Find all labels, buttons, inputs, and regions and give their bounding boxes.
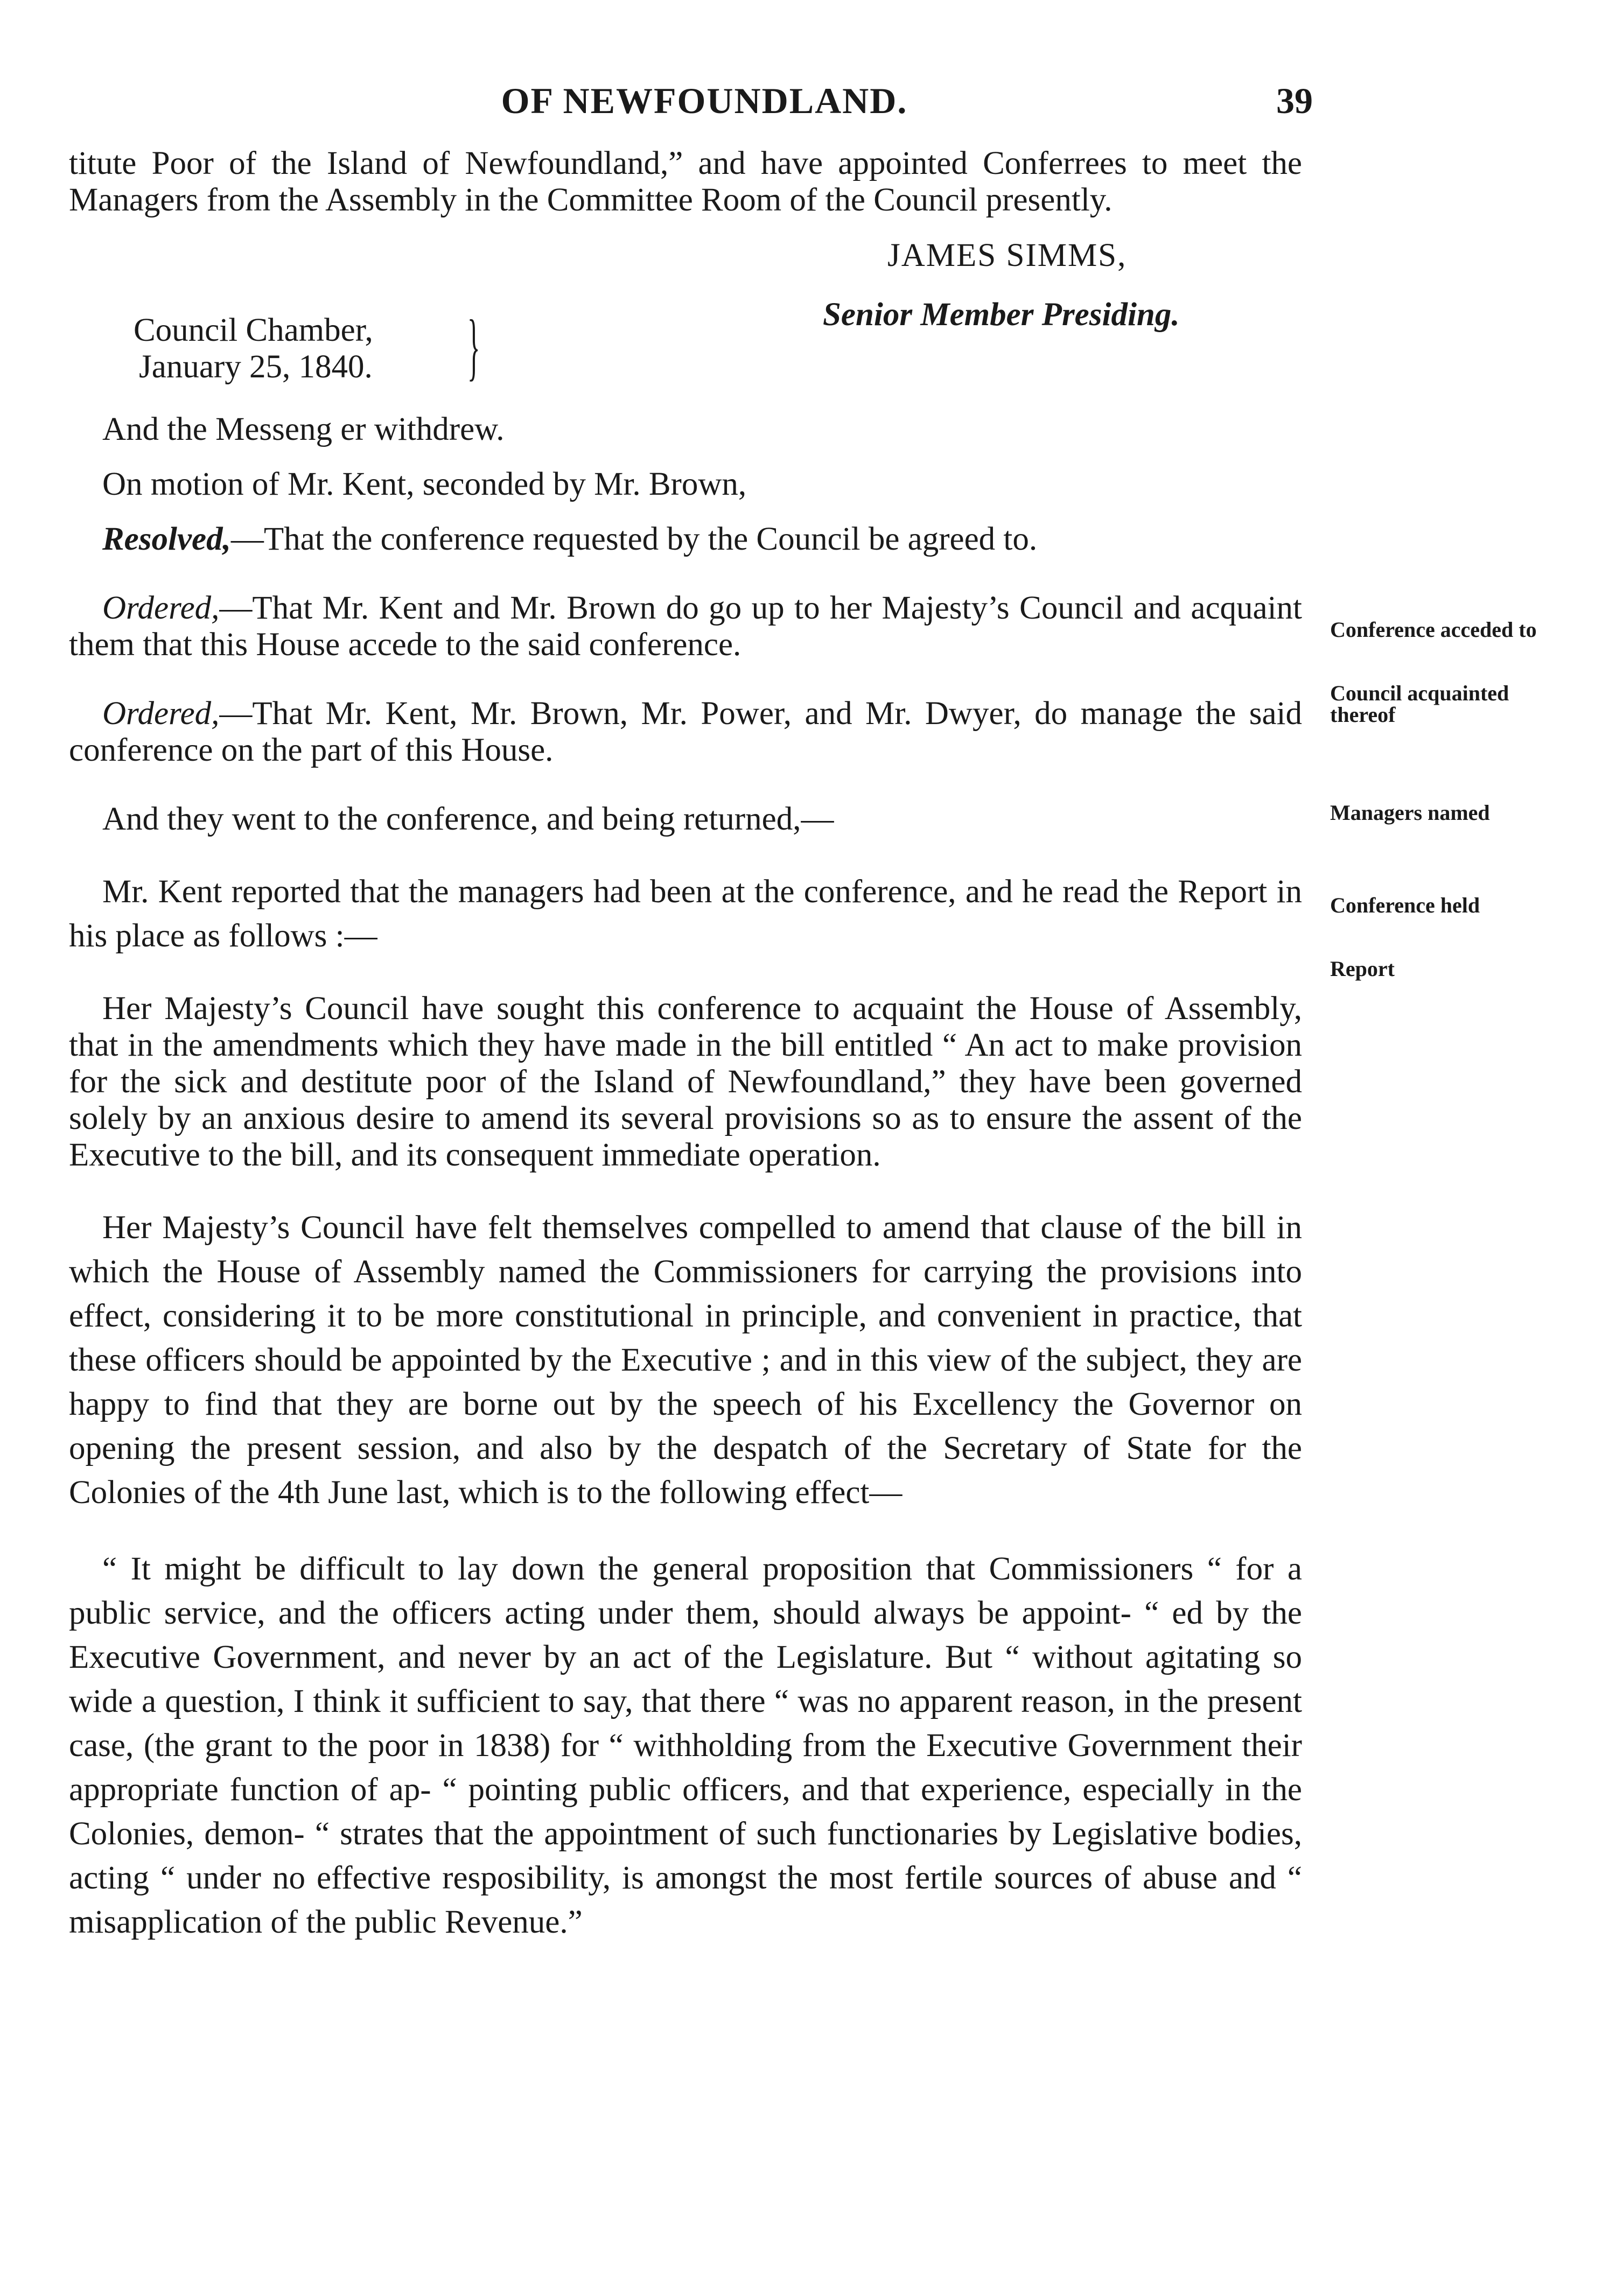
- went-paragraph: And they went to the conference, and being returned,—: [102, 801, 834, 837]
- brace-glyph: }: [467, 305, 480, 388]
- resolved-text: —That the conference requested by the Council be agreed to.: [230, 521, 1038, 557]
- page-number: 39: [1276, 80, 1313, 121]
- ordered-paragraph-1: [69, 590, 1302, 663]
- margin-note-council-acquainted: Council acquainted: [1330, 681, 1509, 705]
- page-header: [96, 80, 1313, 123]
- margin-note-conference-held: Conference held: [1330, 893, 1480, 917]
- intro-paragraph: titute Poor of the Island of Newfoundland,” and have appointed Conferrees to meet the Managers from the Assembly in the Committee Room of the Council presently.: [69, 145, 1302, 218]
- motion-paragraph: On motion of Mr. Kent, seconded by Mr. Brown,: [102, 466, 747, 502]
- margin-note-managers-named: Managers named: [1330, 801, 1490, 825]
- reported-paragraph: Mr. Kent reported that the managers had been at the conference, and he read the Report in his place as follows :—: [69, 874, 1302, 954]
- ordered-text-2: —That Mr. Kent, Mr. Brown, Mr. Power, and Mr. Dwyer, do manage the said conference on the part of this House.: [69, 696, 1302, 768]
- report-paragraph-1: Her Majesty’s Council have sought this conference to acquaint the House of Assembly, that in the amendments which they have made in the bill entitled “ An act to make provision for the sick and destitute poor of the Island of Newfoundland,” they have been governed solely by an anxious desire to amend its several provisions so as to ensure the assent of the Executive to the bill, and its consequent immediate operation.: [69, 991, 1302, 1173]
- main-text-column: [69, 145, 1302, 1977]
- margin-note-conference-acceded: Conference acceded to: [1330, 617, 1537, 642]
- margin-note-report: Report: [1330, 957, 1395, 981]
- messenger-paragraph: And the Messeng er withdrew.: [102, 411, 505, 447]
- report-paragraph-2: Her Majesty’s Council have felt themselves compelled to amend that clause of the bill in which the House of Assembly named the Commissioners for carrying the provisions into effect, considering it to be more constitutional in principle, and convenient in practice, that these officers should be appointed by the Executive ; and in this view of the subject, they are happy to find that they are borne out by the speech of his Excellency the Governor on opening the present session, and also by the despatch of the Secretary of State for the Colonies of the 4th June last, which is to the following effect—: [69, 1210, 1302, 1511]
- ordered-lead-2: Ordered,: [102, 696, 220, 732]
- resolved-lead: Resolved,: [102, 521, 231, 557]
- ordered-lead-1: Ordered,: [102, 590, 220, 626]
- dateline-block: [134, 305, 510, 388]
- ordered-text-1: —That Mr. Kent and Mr. Brown do go up to her Majesty’s Council and acquaint them that this House accede to the said conference.: [69, 590, 1302, 663]
- ordered-paragraph-2: [69, 696, 1302, 769]
- dateline-place: Council Chamber,: [134, 312, 373, 348]
- margin-note-thereof: thereof: [1330, 703, 1396, 727]
- despatch-quote: “ It might be difficult to lay down the general proposition that Commissioners “ for a public service, and the officers acting under them, should always be appoint- “ ed by the Executive Government, and never by an act of the Legislature. But “ without agitating so wide a question, I think it sufficient to say, that there “ was no apparent reason, in the present case, (the grant to the poor in 1838) for “ withholding from the Executive Government their appropriate function of ap- “ pointing public officers, and that experience, especially in the Colonies, demon- “ strates that the appointment of such functionaries by Legislative bodies, acting “ under no effective resposibility, is amongst the most fertile sources of abuse and “ misapplication of the public Revenue.”: [69, 1551, 1302, 1940]
- signature-title: Senior Member Presiding.: [823, 297, 1180, 333]
- dateline-date: January 25, 1840.: [139, 349, 373, 385]
- running-title: OF NEWFOUNDLAND.: [501, 80, 908, 121]
- signature-name: JAMES SIMMS,: [887, 237, 1127, 273]
- resolved-paragraph: [69, 521, 1302, 558]
